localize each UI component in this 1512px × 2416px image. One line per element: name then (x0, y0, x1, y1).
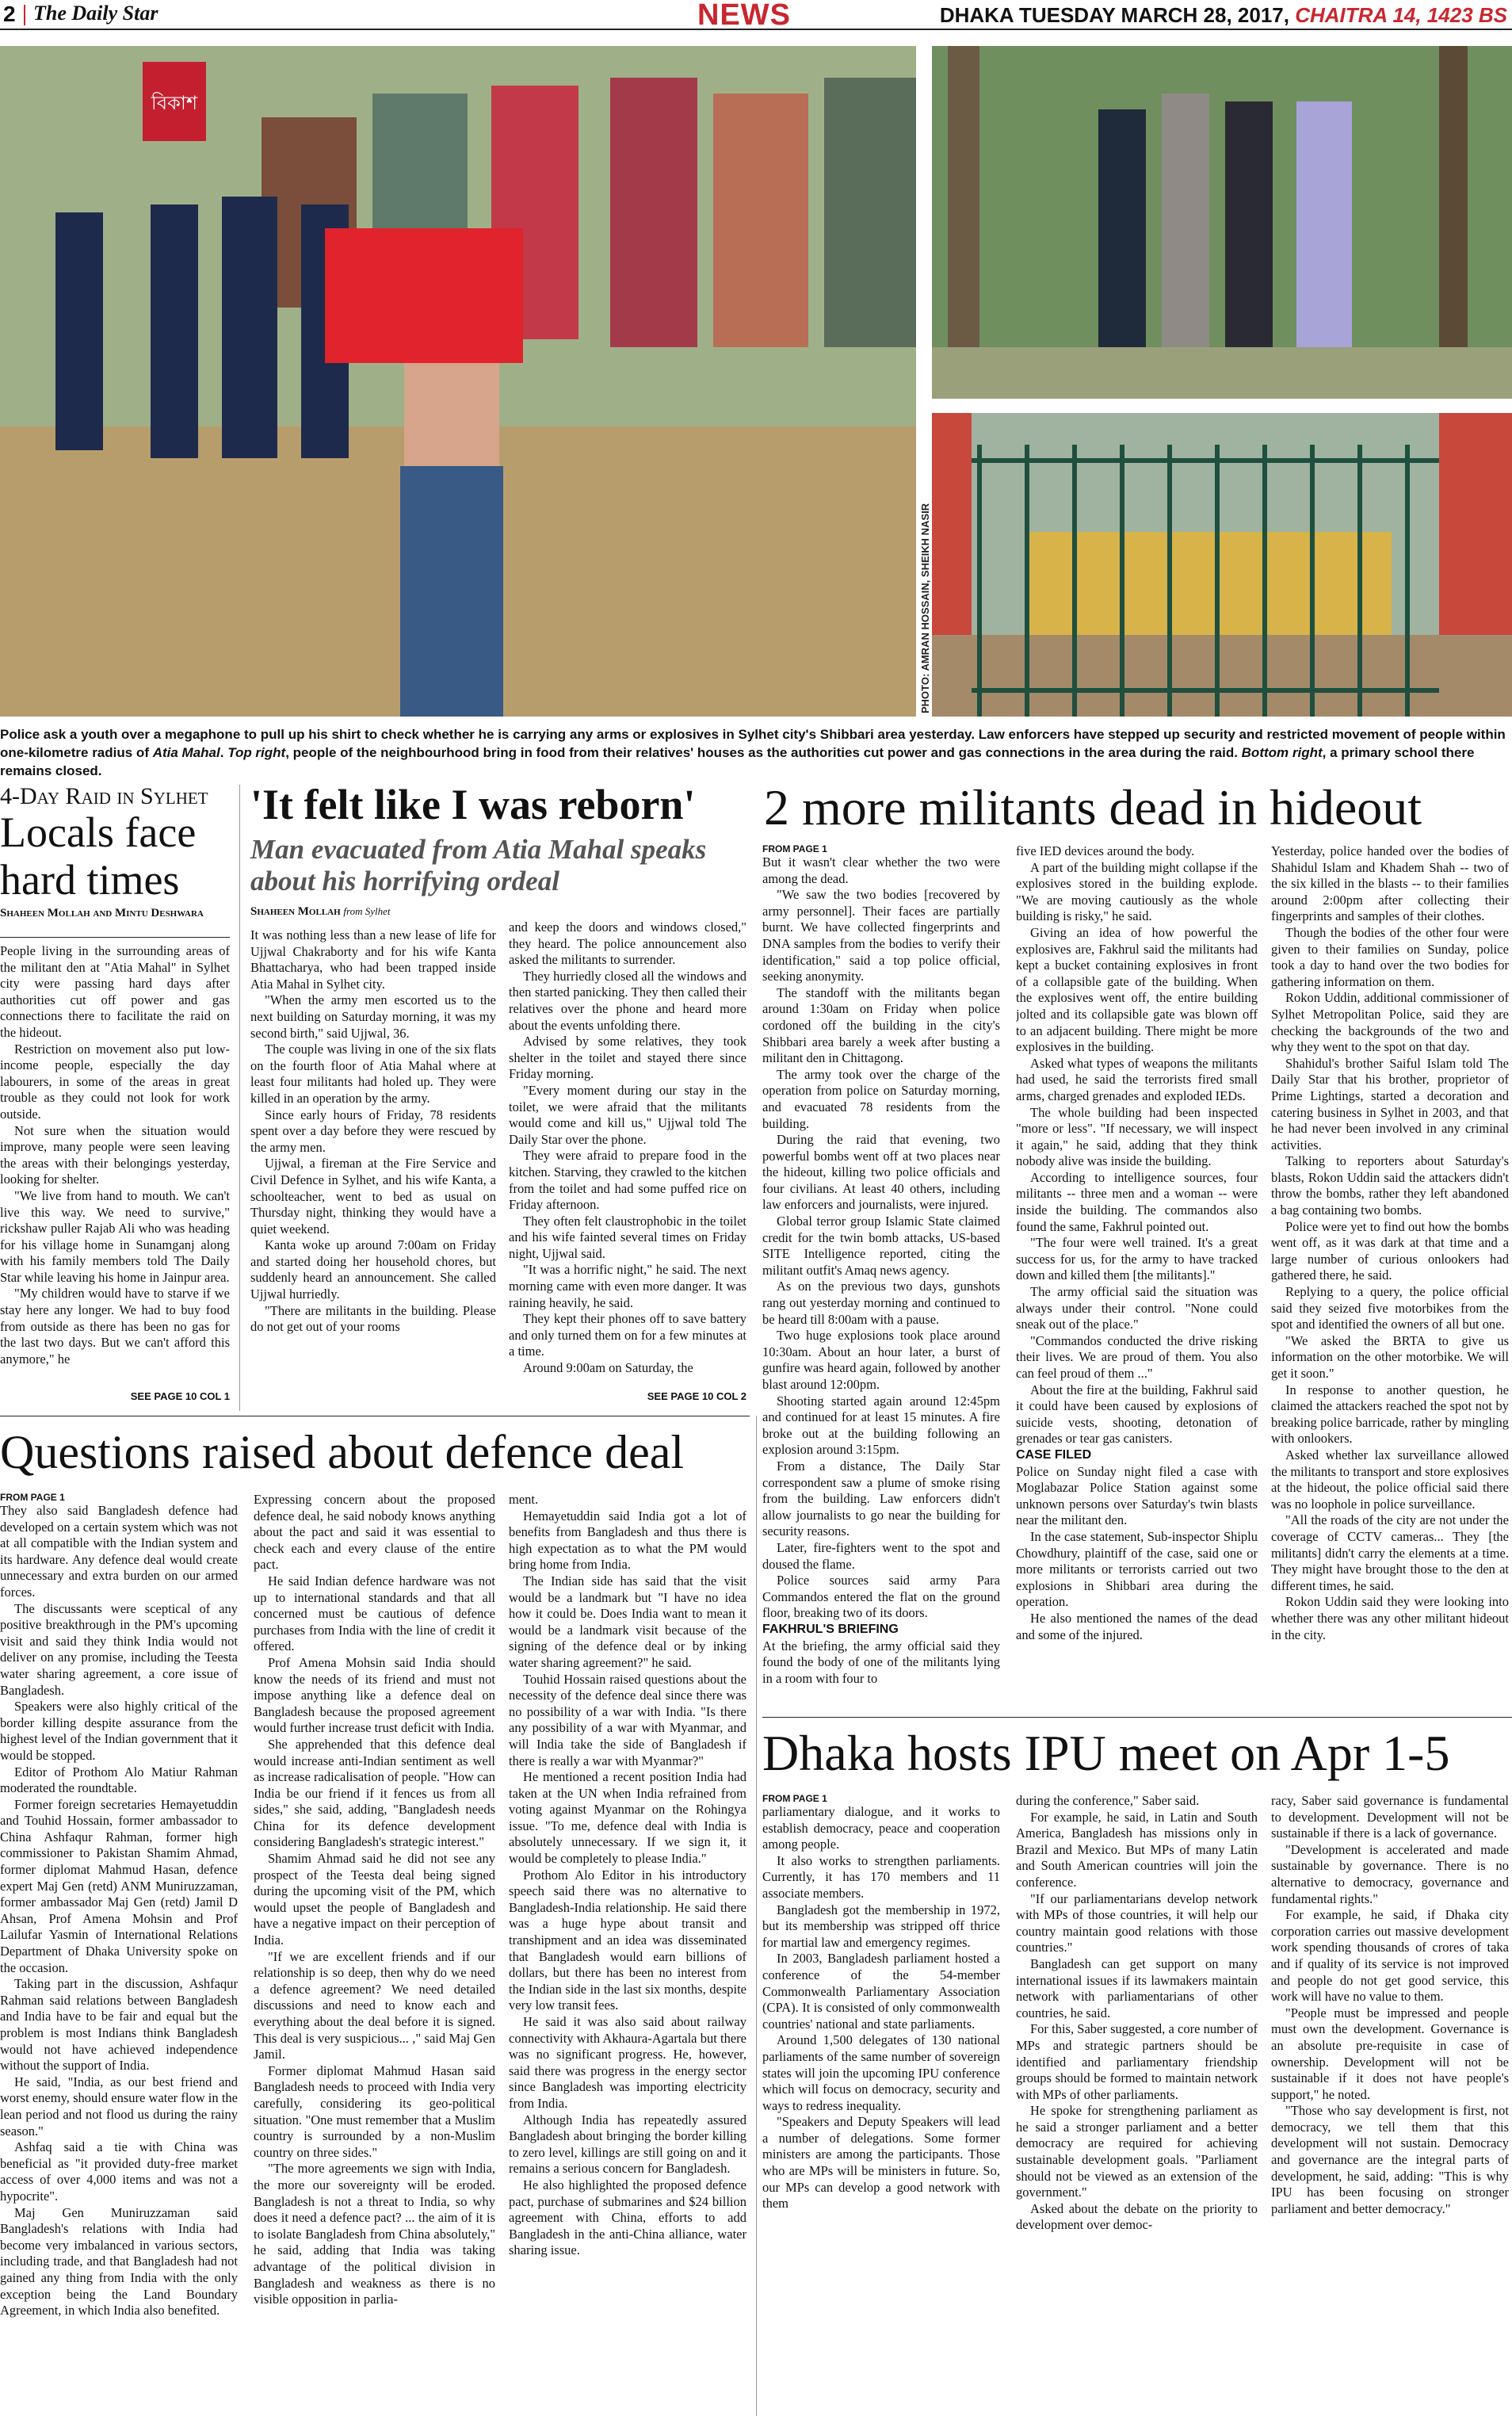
paragraph: For example, he said, in Latin and South America, Bangladesh has missions only in Brazil and Mexico. But MPs of many Latin and South American countries will join the conference. (1016, 1809, 1258, 1890)
paragraph: parliamentary dialogue, and it works to establish democracy, peace and cooperation among people. (762, 1804, 1000, 1852)
paragraph: For example, he said, if Dhaka city corporation carries out massive development work spending thousands of crores of taka and if quality of its service is not improved and people do not get good service, this work will have no value to them. (1271, 1907, 1509, 2005)
paragraph: Editor of Prothom Alo Matiur Rahman moderated the roundtable. (0, 1764, 238, 1796)
paragraph: Police sources said army Para Commandos entered the flat on the ground floor, breaking two of its doors. (762, 1573, 1000, 1621)
paragraph: Prof Amena Mohsin said India should know the needs of its friend and must not impose anything like a defence deal on Bangladesh because the proposed agreement would further increase trust deficit with India. (254, 1654, 495, 1736)
photo-credit: PHOTO: AMRAN HOSSAIN, SHEIKH NASIR (919, 503, 931, 713)
paragraph: Talking to reporters about Saturday's blasts, Rokon Uddin said the attackers didn't throw the bombs, rather they left abandoned a bag containing two bombs. (1271, 1153, 1509, 1218)
paragraph: He said it was also said about railway connectivity with Akhaura-Agartala but there was no significant progress. He, however, said there was progress in the energy sector since Bangladesh was importing electricity from India. (509, 2014, 746, 2111)
locals-byline: Shaheen Mollah and Mintu Deshwara (0, 907, 204, 919)
caption-part: . (220, 745, 228, 760)
byline-name: Shaheen Mollah (250, 905, 341, 918)
caption-italic: Atia Mahal (152, 745, 220, 760)
paragraph: But it wasn't clear whether the two were among the dead. (762, 854, 1000, 886)
ipu-from: FROM PAGE 1 (762, 1793, 827, 1804)
paragraph: Around 9:00am on Saturday, the (523, 1360, 693, 1376)
militants-from: FROM PAGE 1 (762, 843, 827, 854)
militants-col-3 (1271, 843, 1509, 1688)
paragraph: Former foreign secretaries Hemayetuddin and Touhid Hossain, former ambassador to China Ashfaqur Rahman, former high commissioner to Pakistan Shamim Ahmad, former diplomat Mahmud Hasan, defence expert Maj Gen (retd) ANM Muniruzzaman, former ambassador Maj Gen (retd) Jamil D Ahsan, Prof Amena Mohsin and Prof Lailufar Yasmin of International Relations Department of Dhaka University spoke on the occasion. (0, 1796, 238, 1975)
masthead-divider (24, 5, 25, 25)
paragraph: Not sure when the situation would improve, many people were seen leaving the areas with their belongings yesterday, looking for shelter. (0, 1122, 230, 1187)
paragraph: "Development is accelerated and made sustainable by governance. There is no alternative to democracy, governance and fundamental rights." (1271, 1841, 1509, 1906)
paragraph: The Indian side has said that the visit would be a landmark but "I have no idea how it could be. Does India want to mean it would be a landmark visit because of the signing of the defence deal or by inking water sharing agreement?" he said. (509, 1573, 746, 1670)
paragraph: Bangladesh got the membership in 1972, but its membership was stripped off thrice for martial law and emergency regimes. (762, 1902, 1000, 1950)
reborn-continued: SEE PAGE 10 COL 2 (647, 1390, 746, 1402)
paragraph: Prothom Alo Editor in his introductory speech said there was no alternative to Bangladesh-India relationship. He said there was a huge hype about transit and transhipment and an idea was disseminated that Bangladesh would earn billions of dollars, but there has been no interest from the Indian side in the last six months, despite very low transit fees. (509, 1867, 746, 2013)
paragraph: Yesterday, police handed over the bodies of Shahidul Islam and Khadem Shah -- two of the six killed in the blasts -- to their families around 2:00pm after collecting their fingerprints and samples of their clothes. (1271, 843, 1509, 924)
rule (762, 1717, 1512, 1718)
paragraph: Speakers were also highly critical of the border killing despite assurance from the highest level of the Indian government that it would be stopped. (0, 1699, 238, 1763)
paragraph: Restriction on movement also put low-income people, especially the day labourers, in some of the areas in great trouble as they could not look for work outside. (0, 1041, 230, 1122)
top-right-photo (932, 46, 1512, 399)
paragraph: Asked about the debate on the priority to development over democ- (1016, 2200, 1258, 2233)
paragraph: "People must be impressed and people must own the development. Governance is an absolute pre-requisite in case of ownership. Development will not be sustainable if it does not have people's support," he noted. (1271, 2005, 1509, 2102)
defence-col-2 (254, 1492, 495, 2416)
paragraph: "We saw the two bodies [recovered by army personnel]. Their faces are partially burnt. We have collected fingerprints and DNA samples from the bodies to verify their identification," said a top police official, seeking anonymity. (762, 887, 1000, 984)
paragraph: Former diplomat Mahmud Hasan said Bangladesh needs to proceed with India very carefully, considering its geo-political situation. "One must remember that a Muslim country is surrounded by a non-Muslim country on three sides." (254, 2062, 495, 2160)
paragraph: According to intelligence sources, four militants -- three men and a woman -- were inside the building. The commandos also found the same, Fakhrul pointed out. (1016, 1169, 1258, 1234)
reborn-headline: 'It felt like I was reborn' (250, 781, 696, 828)
main-photo (0, 46, 916, 717)
paragraph: Shooting started again around 12:45pm and continued for at least 15 minutes. A fire broke out at the building following an explosion around 3:15pm. (762, 1393, 1000, 1458)
defence-col-3 (509, 1492, 746, 2416)
paragraph: It was nothing less than a new lease of life for Ujjwal Chakraborty and for his wife Kanta Bhattacharya, who had been trapped inside Atia Mahal in Sylhet city. (250, 927, 496, 992)
defence-from: FROM PAGE 1 (0, 1492, 65, 1503)
paragraph: "Those who say development is first, not democracy, we tell them that this development will not sustain. Democracy and governance are the integral parts of development, he said, adding: "This is why IPU has been focusing on stronger parliament and better democracy." (1271, 2103, 1509, 2216)
paragraph: A part of the building might collapse if the explosives stored in the building explode. "We are moving cautiously as the whole building is risky," he said. (1016, 859, 1258, 924)
paragraph: "We asked the BRTA to give us information on the other motorbike. We will get it soon." (1271, 1332, 1509, 1381)
caption-italic: Bottom right (1241, 745, 1323, 760)
locals-continued: SEE PAGE 10 COL 1 (130, 1390, 230, 1402)
paragraph: "All the roads of the city are not under the coverage of CCTV cameras... They [the militants] didn't carry the elements at a time. They might have brought those to the den at different times, he said. (1271, 1512, 1509, 1593)
paper-logo: The Daily Star (33, 2, 158, 25)
caption-italic: Top right (227, 745, 286, 760)
column-divider (756, 1416, 757, 2416)
photo-caption (0, 725, 1506, 780)
paragraph: ment. (509, 1492, 539, 1507)
locals-kicker: 4-Day Raid in Sylhet (0, 783, 208, 809)
paragraph: They also said Bangladesh defence had developed on a certain system which was not at all compatible with the Indian system and its hardware. Any defence deal would create unnecessary and extra burden on our armed forces. (0, 1503, 238, 1600)
paragraph: Rokon Uddin, additional commissioner of Sylhet Metropolitan Police, said they are checking the backgrounds of the two and why they went to the spot on that day. (1271, 990, 1509, 1055)
reborn-col-2 (509, 919, 746, 1387)
paragraph: Shamim Ahmad said he did not see any prospect of the Teesta deal being signed during the upcoming visit of the PM, which would upset the people of Bangladesh and have a negative impact on their perception of India. (254, 1851, 495, 1948)
paragraph: "Commandos conducted the drive risking their lives. We are proud of them. You also can feel proud of them ..." (1016, 1332, 1258, 1381)
paragraph: "If our parliamentarians develop network with MPs of those countries, it will help our country maintain good relations with those countries." (1016, 1890, 1258, 1955)
paragraph: In 2003, Bangladesh parliament hosted a conference of the 54-member Commonwealth Parliamentary Association (CPA). It is consisted of only commonwealth countries' national and state parliaments. (762, 1951, 1000, 2032)
paragraph: They were afraid to prepare food in the kitchen. Starving, they crawled to the kitchen from the toilet and had some puffed rice on Friday afternoon. (509, 1148, 746, 1213)
paragraph: The couple was living in one of the six flats on the fourth floor of Atia Mahal where at least four militants had holed up. They were killed in an operation by the army. (250, 1042, 496, 1106)
paragraph: During the raid that evening, two powerful bombs went off at two places near the hideout, killing two police officials and four civilians. At least 40 others, including law enforcers and journalists, were injured. (762, 1132, 1000, 1213)
militants-headline: 2 more militants dead in hideout (764, 779, 1422, 835)
bottom-right-photo-scene (932, 413, 1512, 717)
paragraph: Ashfaq said a tie with China was beneficial as "it provided duty-free market access of over 4,000 items and was not a hypocrite". (0, 2139, 238, 2204)
paragraph: Maj Gen Muniruzzaman said Bangladesh's relations with India had become very imbalanced in various sectors, including trade, and that Bangladesh had not gained any thing from India with the only exception being the Land Boundary Agreement, in which India also benefited. (0, 2204, 238, 2319)
paragraph: He mentioned a recent position India had taken at the UN when India refrained from voting against Myanmar on the Rohingya issue. "To me, defence deal with India is absolutely unnecessary. If we sign it, it would be completely to please India." (509, 1769, 746, 1867)
paragraph: The discussants were sceptical of any positive breakthrough in the PM's upcoming visit and said they think India would not deliver on any promise, including the Teesta water sharing agreement, a core issue of Bangladesh. (0, 1600, 238, 1698)
paragraph: Kanta woke up around 7:00am on Friday and started doing her household chores, but suddenly heard an announcement. She called Ujjwal hurriedly. (250, 1237, 496, 1302)
paragraph: Expressing concern about the proposed defence deal, he said nobody knows anything about the pact and said it was essential to check each and every clause of the entire pact. (254, 1492, 495, 1573)
rule (0, 937, 230, 938)
paragraph: Since early hours of Friday, 78 residents spent over a day before they were rescued by the army men. (250, 1107, 496, 1155)
defence-headline: Questions raised about defence deal (0, 1426, 684, 1478)
column-divider (239, 785, 240, 1411)
paragraph: Giving an idea of how powerful the explosives are, Fakhrul said the militants had kept a bucket containing explosives in front of a collapsible gate of the building. When the explosives went off, the entire building jolted and its collapsible gate was blown off to an adjacent building. There might be more explosives in the building. (1016, 924, 1258, 1055)
paragraph: "Every moment during our stay in the toilet, we were afraid that the militants would come and kill us," Ujjwal told The Daily Star over the phone. (509, 1082, 746, 1147)
paragraph: "It was a horrific night," he said. The next morning came with even more danger. It was raining heavily, he said. (509, 1262, 746, 1310)
paragraph: At the briefing, the army official said they found the body of one of the militants lying in a room with four to (762, 1638, 1000, 1686)
bangla-date: CHAITRA 14, 1423 BS (1295, 3, 1507, 27)
paragraph: five IED devices around the body. (1016, 843, 1195, 858)
section-title: NEWS (697, 0, 791, 32)
paragraph: "My children would have to starve if we stay here any longer. We had to buy food from outside as there has been no gas for the last two days. But we can't afford this anymore," he (0, 1286, 230, 1367)
paragraph: Taking part in the discussion, Ashfaqur Rahman said relations between Bangladesh and India have to be fair and equal but the problem is most Indians think Bangladesh would not have achieved independence without the support of India. (0, 1976, 238, 2074)
paragraph: Global terror group Islamic State claimed credit for the twin bomb attacks, US-based SITE Intelligence reported, citing the militant outfit's Amaq news agency. (762, 1214, 1000, 1278)
paragraph: The standoff with the militants began around 1:30am on Friday when police cordoned off the building in the city's Shibbari area barely a week after busting a militant den in Chittagong. (762, 984, 1000, 1066)
ipu-headline: Dhaka hosts IPU meet on Apr 1-5 (762, 1725, 1450, 1781)
reborn-col-1 (250, 927, 496, 1403)
paragraph: "Speakers and Deputy Speakers will lead a number of delegations. Some former ministers are among the participants. Those who are MPs will be ministers in future. So, our MPs can develop a good network with them (762, 2114, 1000, 2211)
subhead-case: CASE FILED (1016, 1447, 1092, 1462)
reborn-byline (250, 904, 488, 919)
paragraph: They kept their phones off to save battery and only turned them on for a few minutes at a time. (509, 1311, 746, 1359)
paragraph: The army took over the charge of the operation from police on Saturday morning, and evacuated 78 residents from the building. (762, 1066, 1000, 1131)
paragraph: She apprehended that this defence deal would increase anti-Indian sentiment as well as increase radicalisation of people. "How can India be our friend if it fences us from all sides," she said, adding, "Bangladesh needs China for its defence development considering Bangladesh's strategic interest." (254, 1736, 495, 1850)
paragraph: Touhid Hossain raised questions about the necessity of the defence deal since there was no possibility of a war with India. "Is there any possibility of a war with Myanmar, and will India take the side of Bangladesh if there is really a war with Myanmar?" (509, 1671, 746, 1768)
paragraph: Asked what types of weapons the militants had used, he said the terrorists fired small arms, charged grenades and exploded IEDs. (1016, 1055, 1258, 1103)
paragraph: Ujjwal, a fireman at the Fire Service and Civil Defence in Sylhet, and his wife Kanta, a schoolteacher, went to bed as usual on Thursday night, thinking they would have a quiet weekend. (250, 1156, 496, 1237)
militants-col-1 (762, 854, 1000, 1688)
paragraph: Shahidul's brother Saiful Islam told The Daily Star that his brother, proprietor of Prime Lightings, started a decoration and catering business in Sylhet in 2003, and that he had never been involved in any criminal activities. (1271, 1055, 1509, 1153)
paragraph: It also works to strengthen parliaments. Currently, it has 170 members and 11 associate members. (762, 1852, 1000, 1901)
paragraph: Police on Sunday night filed a case with Moglabazar Police Station against some unknown persons over Saturday's twin blasts near the militant den. (1016, 1463, 1258, 1528)
locals-body (0, 943, 230, 1386)
paragraph: Asked whether lax surveillance allowed the militants to transport and store explosives at the hideout, the police official said there was no loophole in police surveillance. (1271, 1447, 1509, 1512)
paragraph: "The four were well trained. It's a great success for us, for the army to have tracked down and killed them [the militants]." (1016, 1235, 1258, 1283)
paragraph: Police were yet to find out how the bombs went off, as it was dark at that time and a large number of curious onlookers had gathered there, he said. (1271, 1218, 1509, 1283)
paragraph: They often felt claustrophobic in the toilet and his wife fainted several times on Friday night, Ujjwal said. (509, 1213, 746, 1261)
paragraph: He also highlighted the proposed defence pact, purchase of submarines and $24 billion agreement with China, efforts to add Bangladesh in the anti-China alliance, water sharing issue. (509, 2177, 746, 2258)
paragraph: He said Indian defence hardware was not up to international standards and that all concerned must be cautious of defence purchases from India with the line of credit it offered. (254, 1573, 495, 1654)
ipu-col-3 (1271, 1793, 1509, 2416)
paragraph: In the case statement, Sub-inspector Shiplu Chowdhury, plaintiff of the case, said one or more militants or terrorists carried out two explosions in Shibbari area during the operation. (1016, 1528, 1258, 1610)
date-text: DHAKA TUESDAY MARCH 28, 2017, (939, 3, 1296, 27)
paragraph: and keep the doors and windows closed," they heard. The police announcement also asked the militants to surrender. (509, 919, 746, 968)
caption-part: , people of the neighbourhood bring in food from their relatives' houses as the authorities cut power and gas connections in the area during the raid. (285, 745, 1242, 760)
paragraph: About the fire at the building, Fakhrul said it could have been caused by explosions of suicide vests, shooting, detonation of grenades or tear gas canisters. (1016, 1382, 1258, 1447)
paragraph: Hemayetuddin said India got a lot of benefits from Bangladesh and thus there is high expectation as to what the PM would bring home from India. (509, 1508, 746, 1573)
paragraph: "The more agreements we sign with India, the more our sovereignty will be eroded. Bangladesh is not a threat to India, so why does it need a defence pact? ... the aim of it is to isolate Bangladesh from China absolutely," he said, adding that India was taking advantage of the political division in Bangladesh and weakness as there is no visible opposition in parlia- (254, 2161, 495, 2307)
paragraph: Around 1,500 delegates of 130 national parliaments of the same number of sovereign states will join the upcoming IPU conference which will focus on democracy, security and ways to redress inequality. (762, 2032, 1000, 2113)
paragraph: He also mentioned the names of the dead and some of the injured. (1016, 1610, 1258, 1642)
reborn-subheadline: Man evacuated from Atia Mahal speaks about his horrifying ordeal (250, 834, 707, 896)
caption-part: , a primary school there remains closed. (0, 745, 1475, 778)
subhead-fakhrul: FAKHRUL'S BRIEFING (762, 1622, 899, 1636)
byline-from: from Sylhet (343, 905, 391, 917)
paragraph: Although India has repeatedly assured Bangladesh about bringing the border killing to zero level, killings are still going on and it remains a serious concern for Bangladesh. (509, 2112, 746, 2177)
paragraph: "If we are excellent friends and if our relationship is so deep, then why do we need a defence agreement? We need detailed discussions and need to know each and everything about the deal before it is signed. This deal is very suspicious... ," said Maj Gen Jamil. (254, 1948, 495, 2062)
paragraph: Two huge explosions took place around 10:30am. About an hour later, a burst of gunfire was heard again, followed by another blast around 12:00pm. (762, 1328, 1000, 1392)
paragraph: They hurriedly closed all the windows and then started panicking. They then called their relatives over the phone and heard more about the events unfolding there. (509, 968, 746, 1033)
paragraph: He spoke for strengthening parliament as he said a stronger parliament and a better democracy are required for achieving sustainable development goals. "Parliament should not be viewed as an extension of the government." (1016, 2103, 1258, 2200)
paragraph: "When the army men escorted us to the next building on Saturday morning, it was my second birth," said Ujjwal, 36. (250, 992, 496, 1041)
top-right-photo-scene (932, 46, 1512, 399)
paragraph: Later, fire-fighters went to the spot and doused the flame. (762, 1539, 1000, 1572)
shop-sign-text: বিকাশ (151, 92, 198, 114)
masthead (0, 0, 1512, 30)
paragraph: Rokon Uddin said they were looking into whether there was any other militant hideout in the city. (1271, 1594, 1509, 1642)
page-number: 2 (3, 2, 16, 26)
bottom-right-photo (932, 413, 1512, 717)
locals-headline: Locals face hard times (0, 809, 197, 904)
paragraph: From a distance, The Daily Star correspondent saw a plume of smoke rising from the building. Law enforcers didn't allow journalists to go near the building for security reasons. (762, 1458, 1000, 1539)
paragraph: As on the previous two days, gunshots rang out yesterday morning and continued to be heard till 8:00am with a pause. (762, 1279, 1000, 1327)
main-photo-scene (0, 46, 916, 717)
paragraph: racy, Saber said governance is fundamental to development. Development will not be sustainable if there is a lack of governance. (1271, 1793, 1509, 1841)
paragraph: Bangladesh can get support on many international issues if its lawmakers maintain network with parliamentarians of other countries, he said. (1016, 1955, 1258, 2020)
paragraph: Replying to a query, the police official said they seized five motorbikes from the spot and identified the owners of all but one. (1271, 1284, 1509, 1332)
paragraph: In response to another question, he claimed the attackers reached the spot not by breaking police barricade, rather by mingling with onlookers. (1271, 1382, 1509, 1447)
dateline (940, 3, 1507, 28)
paragraph: "We live from hand to mouth. We can't live this way. We need to survive," rickshaw puller Rajab Ali who was heading for his village home in Sunamganj along with his family members told The Daily Star while leaving his home in Jainpur area. (0, 1187, 230, 1285)
militants-col-2 (1016, 843, 1258, 1688)
paragraph: He said, "India, as our best friend and worst enemy, should ensure water flow in the lean period and not flood us during the rainy season." (0, 2074, 238, 2139)
ipu-col-1 (762, 1804, 1000, 2416)
paragraph: People living in the surrounding areas of the militant den at "Atia Mahal" in Sylhet city were passing hard days after authorities cut off power and gas connections there to facilitate the raid on the hideout. (0, 943, 230, 1040)
paragraph: during the conference," Saber said. (1016, 1793, 1200, 1808)
defence-col-1 (0, 1503, 238, 2416)
paragraph: The whole building had been inspected "more or less". "If necessary, we will inspect it again," he said, adding that they think nobody alive was inside the building. (1016, 1104, 1258, 1169)
paragraph: For this, Saber suggested, a core number of MPs and strategic partners should be identified and parliamentary friendship groups should be formed to maintain network with MPs of other parliaments. (1016, 2021, 1258, 2102)
paragraph: The army official said the situation was always under their control. "None could sneak out of the place." (1016, 1284, 1258, 1332)
caption-part: Police ask a youth over a megaphone to pull up his shirt to check whether he is carrying any arms or explosives in Sylhet city's Shibbari area yesterday. Law enforcers have stepped up security and restricted movement of people within one-kilometre radius of (0, 727, 1506, 760)
paragraph: "There are militants in the building. Please do not get out of your rooms (250, 1302, 496, 1335)
ipu-col-2 (1016, 1793, 1258, 2416)
paragraph: Advised by some relatives, they took shelter in the toilet and stayed there since Friday morning. (509, 1034, 746, 1082)
paragraph: Though the bodies of the other four were given to their families on Sunday, police took a day to hand over the two bodies for gathering information on them. (1271, 924, 1509, 989)
